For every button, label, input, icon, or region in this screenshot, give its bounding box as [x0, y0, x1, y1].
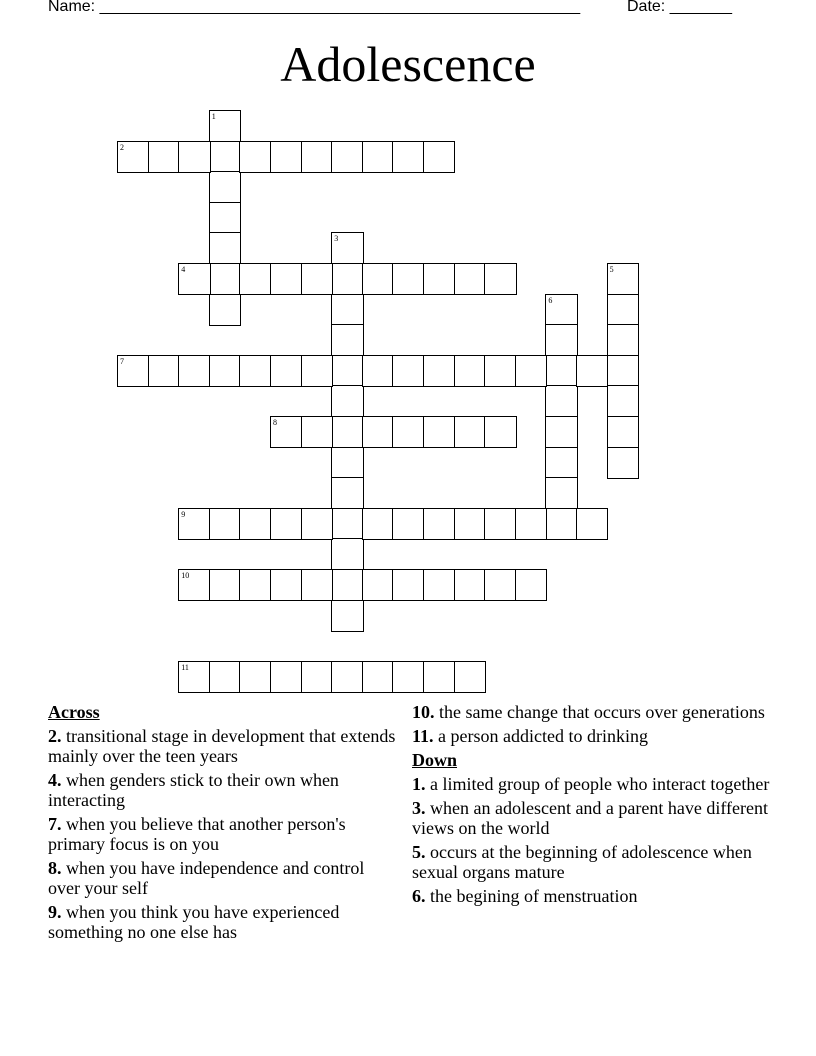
- grid-cell[interactable]: [209, 569, 241, 601]
- grid-cell[interactable]: [392, 661, 424, 693]
- grid-cell[interactable]: [270, 416, 302, 448]
- clue-number: 2.: [48, 726, 62, 746]
- clue-number: 1.: [412, 774, 426, 794]
- clue-text: a person addicted to drinking: [438, 726, 648, 746]
- grid-cell[interactable]: [209, 110, 241, 142]
- grid-cell[interactable]: [178, 661, 210, 693]
- grid-cell[interactable]: [209, 202, 241, 234]
- grid-cell[interactable]: [484, 508, 516, 540]
- across-clue-7: [48, 814, 398, 854]
- clue-number-label: 11: [181, 662, 189, 672]
- grid-cell[interactable]: [209, 661, 241, 693]
- grid-cell[interactable]: [331, 324, 363, 356]
- grid-cell[interactable]: [362, 569, 394, 601]
- clue-number-label: 4: [181, 265, 186, 274]
- clues-column-right: [412, 702, 772, 910]
- grid-cell[interactable]: [392, 355, 424, 387]
- grid-cell[interactable]: [454, 416, 486, 448]
- grid-cell[interactable]: [331, 600, 363, 632]
- grid-cell[interactable]: [454, 263, 486, 295]
- grid-cell[interactable]: [331, 569, 363, 601]
- grid-cell[interactable]: [178, 263, 210, 295]
- grid-cell[interactable]: [392, 569, 424, 601]
- clue-number-label: 9: [181, 509, 186, 519]
- across-clue-8: [48, 858, 398, 898]
- clue-text: when you think you have experienced something no one else has: [48, 902, 340, 942]
- clue-text: transitional stage in development that extends mainly over the teen years: [48, 726, 396, 766]
- grid-cell[interactable]: [331, 447, 363, 479]
- clue-number: 7.: [48, 814, 62, 834]
- grid-cell[interactable]: [515, 355, 547, 387]
- grid-cell[interactable]: [423, 661, 455, 693]
- grid-cell[interactable]: [545, 477, 577, 509]
- grid-cell[interactable]: [331, 385, 363, 417]
- grid-cell[interactable]: [423, 355, 455, 387]
- grid-cell[interactable]: [178, 355, 210, 387]
- grid-cell[interactable]: [454, 661, 486, 693]
- grid-cell[interactable]: [301, 508, 333, 540]
- clue-number: 5.: [412, 842, 426, 862]
- clue-text: when you believe that another person's primary focus is on you: [48, 814, 346, 854]
- grid-cell[interactable]: [607, 294, 639, 326]
- grid-cell[interactable]: [301, 416, 333, 448]
- down-clue-5: [412, 842, 772, 882]
- grid-cell[interactable]: [148, 141, 180, 173]
- grid-cell[interactable]: [362, 661, 394, 693]
- grid-cell[interactable]: [607, 447, 639, 479]
- clue-number-label: 10: [181, 571, 190, 580]
- grid-cell[interactable]: [117, 355, 149, 387]
- clue-number: 6.: [412, 886, 426, 906]
- grid-cell[interactable]: [423, 141, 455, 173]
- grid-cell[interactable]: [545, 508, 577, 540]
- grid-cell[interactable]: [209, 508, 241, 540]
- clue-number-label: 6: [548, 295, 553, 305]
- grid-cell[interactable]: [423, 569, 455, 601]
- grid-cell[interactable]: [423, 508, 455, 540]
- clue-text: when you have independence and control over your self: [48, 858, 365, 898]
- grid-cell[interactable]: [545, 324, 577, 356]
- grid-cell[interactable]: [607, 263, 639, 295]
- grid-cell[interactable]: [331, 294, 363, 326]
- clue-number-label: 8: [273, 418, 277, 427]
- grid-cell[interactable]: [331, 141, 363, 173]
- clue-number-label: 3: [334, 234, 339, 244]
- clue-text: the begining of menstruation: [430, 886, 638, 906]
- grid-cell[interactable]: [545, 355, 577, 387]
- grid-cell[interactable]: [331, 508, 363, 540]
- grid-cell[interactable]: [270, 355, 302, 387]
- grid-cell[interactable]: [576, 508, 608, 540]
- grid-cell[interactable]: [331, 232, 363, 264]
- clue-text: when genders stick to their own when interacting: [48, 770, 339, 810]
- grid-cell[interactable]: [515, 508, 547, 540]
- grid-cell[interactable]: [270, 141, 302, 173]
- across-clue-4: [48, 770, 398, 810]
- clue-number: 11.: [412, 726, 434, 746]
- grid-cell[interactable]: [178, 141, 210, 173]
- grid-cell[interactable]: [270, 661, 302, 693]
- grid-cell[interactable]: [331, 263, 363, 295]
- grid-cell[interactable]: [178, 569, 210, 601]
- grid-cell[interactable]: [209, 355, 241, 387]
- grid-cell[interactable]: [454, 355, 486, 387]
- date-field[interactable]: Date: _______: [627, 0, 732, 15]
- grid-cell[interactable]: [239, 569, 271, 601]
- grid-cell[interactable]: [148, 355, 180, 387]
- grid-cell[interactable]: [362, 141, 394, 173]
- grid-cell[interactable]: [607, 355, 639, 387]
- clue-number-label: 1: [211, 112, 216, 121]
- clue-number: 9.: [48, 902, 62, 922]
- down-clue-1: [412, 774, 772, 794]
- clue-number: 3.: [412, 798, 426, 818]
- clue-text: occurs at the beginning of adolescence when sexual organs mature: [412, 842, 752, 882]
- across-clue-10: [412, 702, 772, 722]
- grid-cell[interactable]: [545, 385, 577, 417]
- clue-number: 4.: [48, 770, 62, 790]
- grid-cell[interactable]: [301, 141, 333, 173]
- grid-cell[interactable]: [209, 171, 241, 203]
- grid-cell[interactable]: [209, 141, 241, 173]
- grid-cell[interactable]: [454, 569, 486, 601]
- grid-cell[interactable]: [392, 263, 424, 295]
- puzzle-title: Adolescence: [280, 36, 536, 92]
- grid-cell[interactable]: [362, 355, 394, 387]
- grid-cell[interactable]: [423, 416, 455, 448]
- grid-cell[interactable]: [484, 355, 516, 387]
- clue-number-label: 2: [120, 142, 124, 152]
- grid-cell[interactable]: [239, 661, 271, 693]
- grid-cell[interactable]: [301, 355, 333, 387]
- clues-column-left: [48, 702, 398, 946]
- grid-cell[interactable]: [209, 263, 241, 295]
- grid-cell[interactable]: [239, 508, 271, 540]
- grid-cell[interactable]: [545, 294, 577, 326]
- clue-text: when an adolescent and a parent have different views on the world: [412, 798, 769, 838]
- across-clue-11: [412, 726, 772, 746]
- clue-number-label: 7: [120, 356, 124, 366]
- down-heading: Down: [412, 750, 458, 770]
- grid-cell[interactable]: [362, 508, 394, 540]
- grid-cell[interactable]: [331, 538, 363, 570]
- grid-cell[interactable]: [178, 508, 210, 540]
- grid-cell[interactable]: [545, 447, 577, 479]
- grid-cell[interactable]: [301, 569, 333, 601]
- grid-cell[interactable]: [362, 416, 394, 448]
- grid-cell[interactable]: [545, 416, 577, 448]
- across-clue-9: [48, 902, 398, 942]
- grid-cell[interactable]: [331, 477, 363, 509]
- grid-cell[interactable]: [331, 661, 363, 693]
- grid-cell[interactable]: [209, 232, 241, 264]
- grid-cell[interactable]: [607, 385, 639, 417]
- clue-number: 10.: [412, 702, 435, 722]
- grid-cell[interactable]: [392, 141, 424, 173]
- grid-cell[interactable]: [270, 569, 302, 601]
- grid-cell[interactable]: [239, 263, 271, 295]
- grid-cell[interactable]: [117, 141, 149, 173]
- down-clue-6: [412, 886, 772, 906]
- grid-cell[interactable]: [607, 416, 639, 448]
- grid-cell[interactable]: [515, 569, 547, 601]
- grid-cell[interactable]: [484, 263, 516, 295]
- grid-cell[interactable]: [576, 355, 608, 387]
- grid-cell[interactable]: [301, 263, 333, 295]
- grid-cell[interactable]: [392, 416, 424, 448]
- grid-cell[interactable]: [454, 508, 486, 540]
- grid-cell[interactable]: [331, 416, 363, 448]
- grid-cell[interactable]: [301, 661, 333, 693]
- grid-cell[interactable]: [362, 263, 394, 295]
- grid-cell[interactable]: [239, 355, 271, 387]
- clue-number-label: 5: [609, 265, 614, 274]
- grid-cell[interactable]: [270, 263, 302, 295]
- grid-cell[interactable]: [392, 508, 424, 540]
- grid-cell[interactable]: [484, 569, 516, 601]
- grid-cell[interactable]: [239, 141, 271, 173]
- grid-cell[interactable]: [607, 324, 639, 356]
- clue-text: a limited group of people who interact together: [430, 774, 770, 794]
- clue-number: 8.: [48, 858, 62, 878]
- name-field[interactable]: Name: ______________________________________________________: [48, 0, 581, 15]
- grid-cell[interactable]: [209, 294, 241, 326]
- grid-cell[interactable]: [270, 508, 302, 540]
- across-heading: Across: [48, 702, 100, 722]
- grid-cell[interactable]: [331, 355, 363, 387]
- clue-text: the same change that occurs over generations: [439, 702, 765, 722]
- grid-cell[interactable]: [423, 263, 455, 295]
- down-clue-3: [412, 798, 772, 838]
- across-clue-2: [48, 726, 398, 766]
- grid-cell[interactable]: [484, 416, 516, 448]
